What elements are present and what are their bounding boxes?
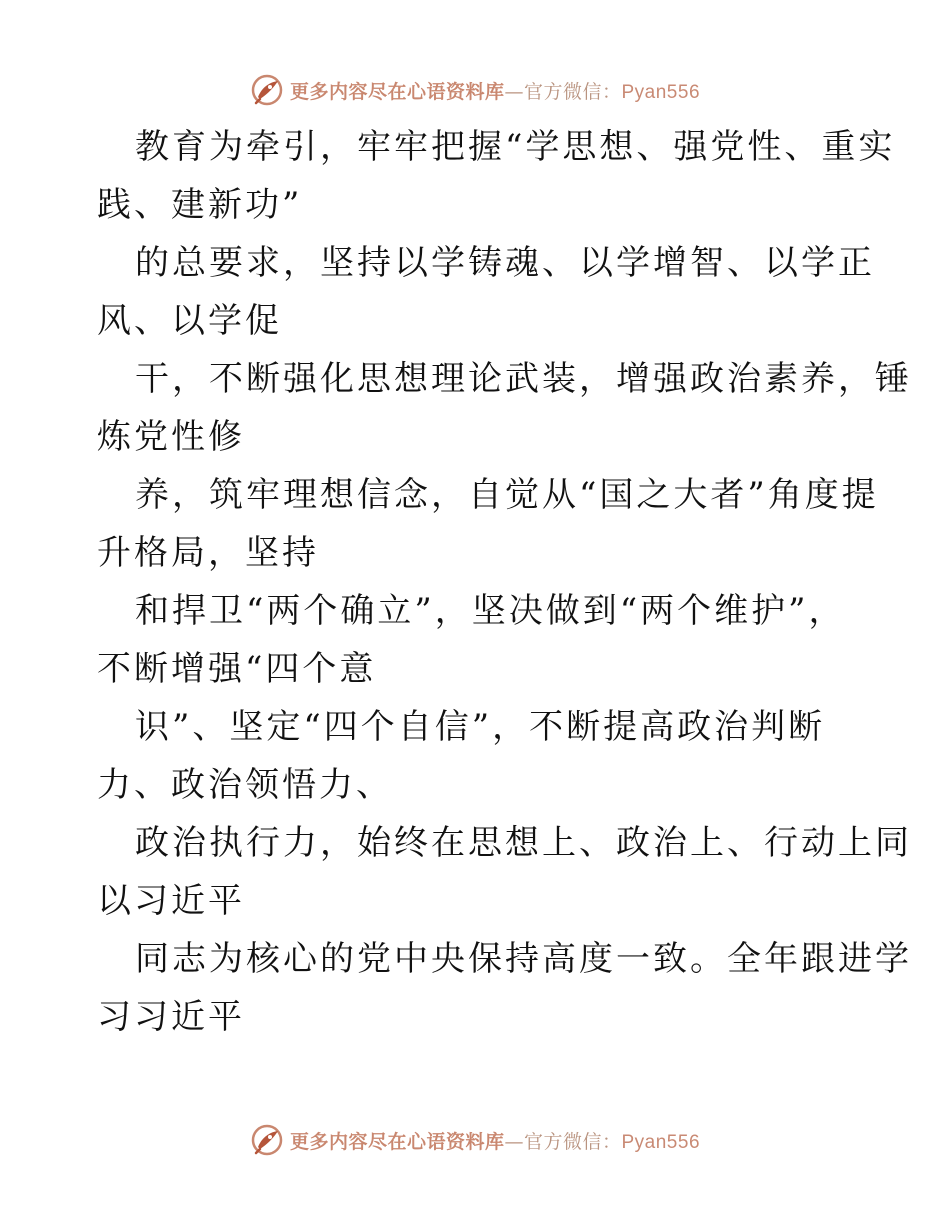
- watermark-label: 官方微信：: [523, 80, 622, 103]
- paragraph-line: 炼党性修: [97, 417, 245, 457]
- paragraph-line: 践、建新功”: [97, 185, 303, 225]
- paragraph-line: 同志为核心的党中央保持高度一致。全年跟进学: [135, 939, 912, 979]
- paragraph: [97, 466, 879, 582]
- watermark-text: [290, 1127, 700, 1154]
- watermark-dash: —: [504, 1130, 524, 1153]
- watermark-brand: 更多内容尽在心语资料库: [289, 80, 505, 103]
- paragraph-line: 教育为牵引，牢牢把握“学思想、强党性、重实: [135, 127, 896, 167]
- paragraph: [97, 698, 857, 814]
- paragraph: [97, 582, 857, 698]
- watermark-wechat-id: Pyan556: [621, 81, 701, 103]
- paragraph-line: 的总要求，坚持以学铸魂、以学增智、以学正: [135, 243, 875, 283]
- paragraph-line: 不断增强“四个意: [97, 649, 377, 689]
- paragraph-line: 力、政治领悟力、: [97, 765, 393, 805]
- paragraph-line: 识”、坚定“四个自信”，不断提高政治判断: [135, 707, 826, 747]
- paragraph-line: 和捍卫“两个确立”，坚决做到“两个维护”，: [135, 591, 846, 631]
- paragraph-line: 养，筑牢理想信念，自觉从“国之大者”角度提: [135, 475, 879, 515]
- watermark-label: 官方微信：: [523, 1130, 622, 1153]
- document-body: [97, 118, 912, 1046]
- paragraph-line: 风、以学促: [97, 301, 282, 341]
- watermark-text: [290, 77, 700, 104]
- paragraph: [97, 814, 912, 930]
- paragraph: [97, 930, 912, 1046]
- header-watermark: [0, 70, 950, 110]
- pen-nib-logo-icon: [250, 73, 284, 107]
- paragraph: [97, 234, 875, 350]
- footer-watermark: [0, 1120, 950, 1160]
- watermark-dash: —: [504, 80, 524, 103]
- paragraph-line: 干，不断强化思想理论武装，增强政治素养，锤: [135, 359, 912, 399]
- watermark-wechat-id: Pyan556: [621, 1131, 701, 1153]
- paragraph-line: 政治执行力，始终在思想上、政治上、行动上同: [135, 823, 912, 863]
- paragraph: [97, 118, 896, 234]
- watermark-brand: 更多内容尽在心语资料库: [289, 1130, 505, 1153]
- paragraph-line: 习习近平: [97, 997, 245, 1037]
- paragraph-line: 升格局，坚持: [97, 533, 319, 573]
- paragraph-line: 以习近平: [97, 881, 245, 921]
- pen-nib-logo-icon: [250, 1123, 284, 1157]
- paragraph: [97, 350, 912, 466]
